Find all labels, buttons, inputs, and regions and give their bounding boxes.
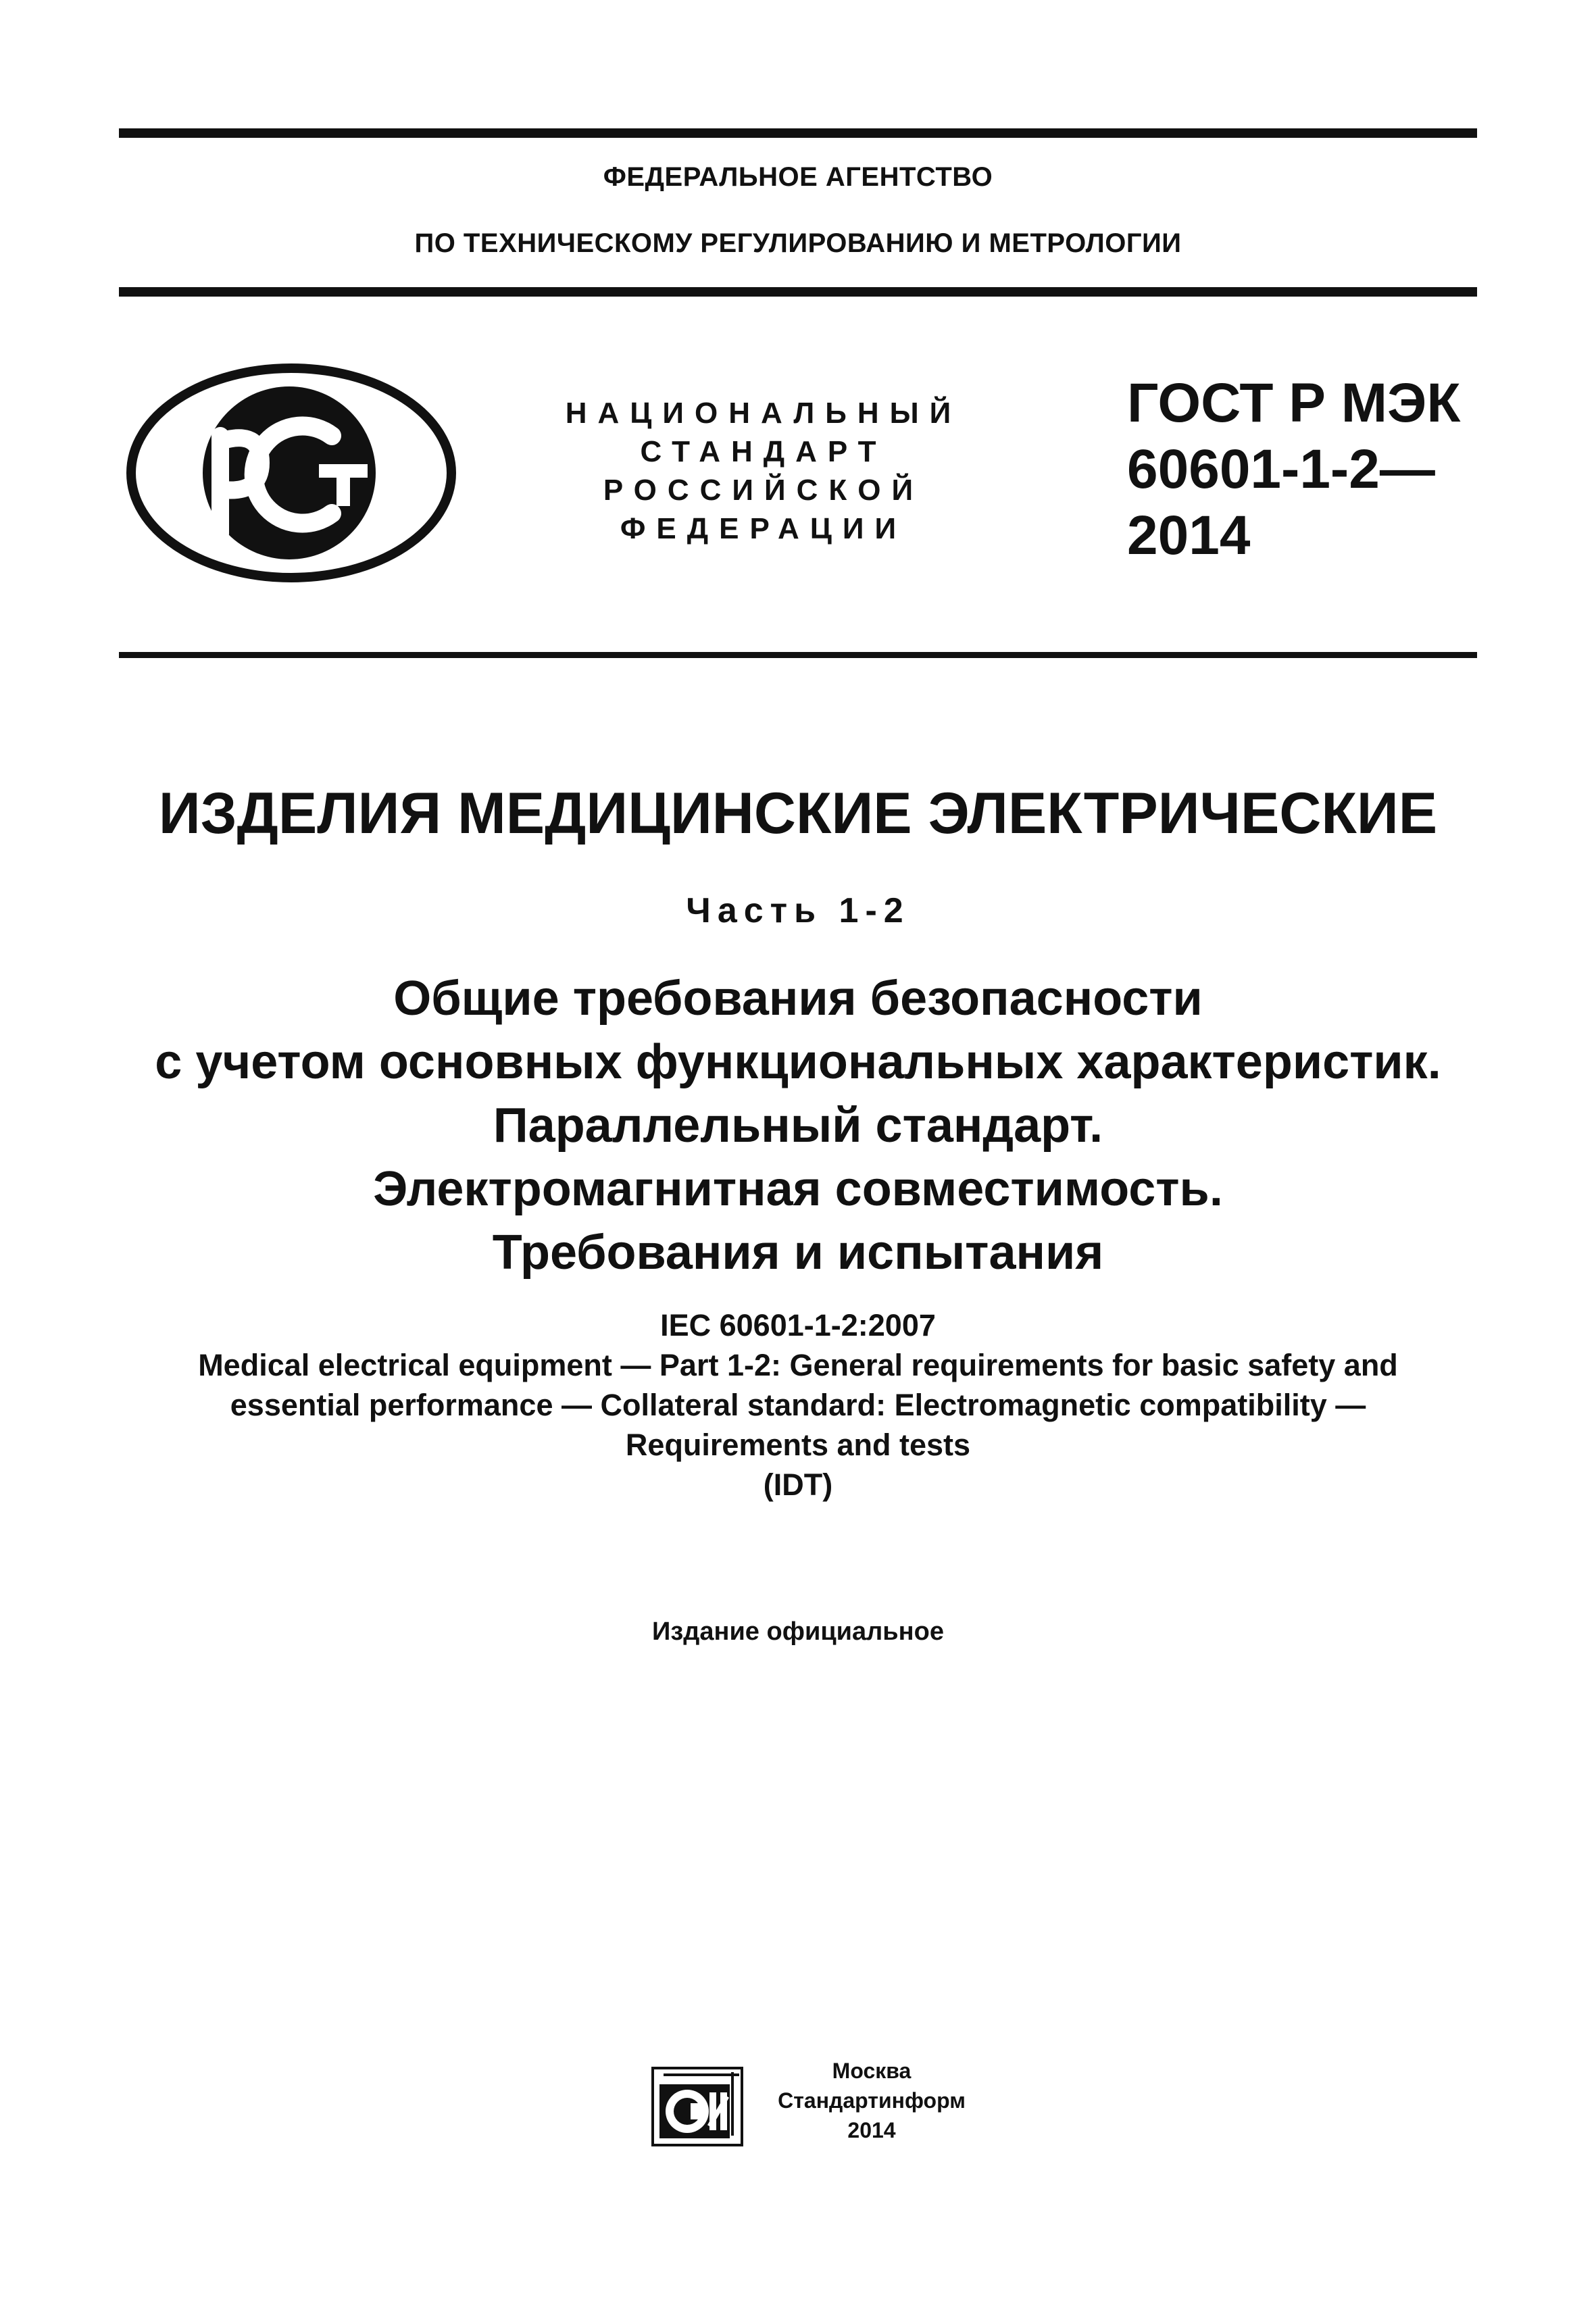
- national-standard-line: ФЕДЕРАЦИИ: [620, 512, 907, 545]
- document-title: ИЗДЕЛИЯ МЕДИЦИНСКИЕ ЭЛЕКТРИЧЕСКИЕ: [158, 781, 1438, 846]
- iec-title-line: essential performance — Collateral standard: Electromagnetic compatibility —: [230, 1388, 1366, 1422]
- top-rule: [119, 128, 1477, 138]
- agency-line-1: ФЕДЕРАЛЬНОЕ АГЕНТСТВО: [603, 162, 993, 192]
- designation-line-3: 2014: [1127, 505, 1251, 566]
- national-standard-line: НАЦИОНАЛЬНЫЙ: [565, 397, 962, 430]
- document-subtitle: [0, 967, 1596, 1284]
- iec-degree: (IDT): [763, 1467, 833, 1502]
- subtitle-line: Требования и испытания: [492, 1226, 1104, 1280]
- iec-title-line: Requirements and tests: [625, 1428, 971, 1462]
- subtitle-line: Общие требования безопасности: [393, 972, 1203, 1026]
- designation-line-2: 60601-1-2—: [1127, 438, 1435, 500]
- national-standard-line: РОССИЙСКОЙ: [603, 474, 924, 507]
- subtitle-line: Электромагнитная совместимость.: [373, 1162, 1223, 1216]
- part-number: Часть 1-2: [686, 891, 910, 930]
- designation-line-1: ГОСТ Р МЭК: [1127, 372, 1461, 434]
- standard-designation: [1127, 370, 1460, 569]
- national-standard-label: [527, 394, 1000, 548]
- subtitle-line: с учетом основных функциональных характеристик.: [155, 1035, 1441, 1089]
- rst-certification-mark-icon: [126, 361, 457, 584]
- header-bottom-rule: [119, 652, 1477, 658]
- agency-line-2: ПО ТЕХНИЧЕСКОМУ РЕГУЛИРОВАНИЮ И МЕТРОЛОГИИ: [414, 228, 1182, 258]
- iec-title-line: Medical electrical equipment — Part 1-2: General requirements for basic safety and: [198, 1348, 1398, 1382]
- iec-number: IEC 60601-1-2:2007: [660, 1308, 936, 1342]
- agency-bottom-rule: [119, 287, 1477, 297]
- national-standard-line: СТАНДАРТ: [640, 435, 887, 468]
- subtitle-line: Параллельный стандарт.: [493, 1099, 1103, 1153]
- publisher-block: [757, 2056, 987, 2145]
- edition-label: Издание официальное: [652, 1617, 944, 1646]
- iec-reference: [0, 1305, 1596, 1505]
- publisher-year: 2014: [847, 2118, 896, 2142]
- publisher-name: Стандартинформ: [778, 2088, 966, 2113]
- standartinform-logo-icon: [650, 2065, 745, 2148]
- publisher-city: Москва: [832, 2059, 912, 2083]
